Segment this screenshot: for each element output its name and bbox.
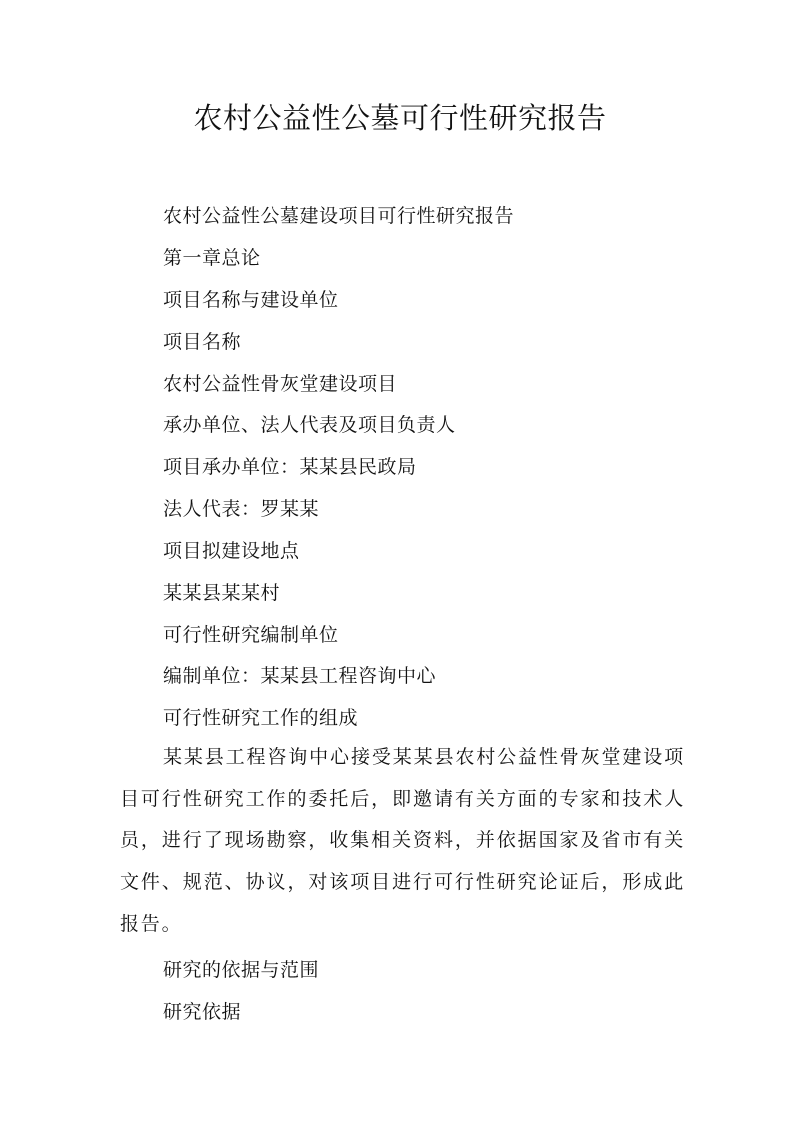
document-line: 项目名称 (163, 331, 242, 353)
document-line: 可行性研究编制单位 (163, 624, 339, 646)
document-paragraph: 某某县工程咨询中心接受某某县农村公益性骨灰堂建设项目可行性研究工作的委托后，即邀请有关方面的专家和技术人员，进行了现场勘察，收集相关资料，并依据国家及省市有关文件、规范、协议，对该项目进行可行性研究论证后，形成此报告。 (120, 746, 685, 935)
document-line: 可行性研究工作的组成 (163, 707, 359, 729)
document-line: 项目拟建设地点 (163, 540, 300, 562)
document-line: 编制单位：某某县工程咨询中心 (163, 665, 437, 687)
document-line: 第一章总论 (163, 247, 261, 269)
document-line: 农村公益性公墓建设项目可行性研究报告 (163, 205, 515, 227)
document-line: 农村公益性骨灰堂建设项目 (163, 373, 398, 395)
document-title: 农村公益性公墓可行性研究报告 (193, 101, 607, 135)
document-line: 某某县某某村 (163, 582, 281, 604)
document-line: 法人代表：罗某某 (163, 498, 320, 520)
document-line: 研究的依据与范围 (163, 959, 320, 981)
document-line: 承办单位、法人代表及项目负责人 (163, 414, 456, 436)
document-line: 项目承办单位：某某县民政局 (163, 456, 417, 478)
document-line: 研究依据 (163, 1001, 242, 1023)
document-line: 项目名称与建设单位 (163, 289, 339, 311)
